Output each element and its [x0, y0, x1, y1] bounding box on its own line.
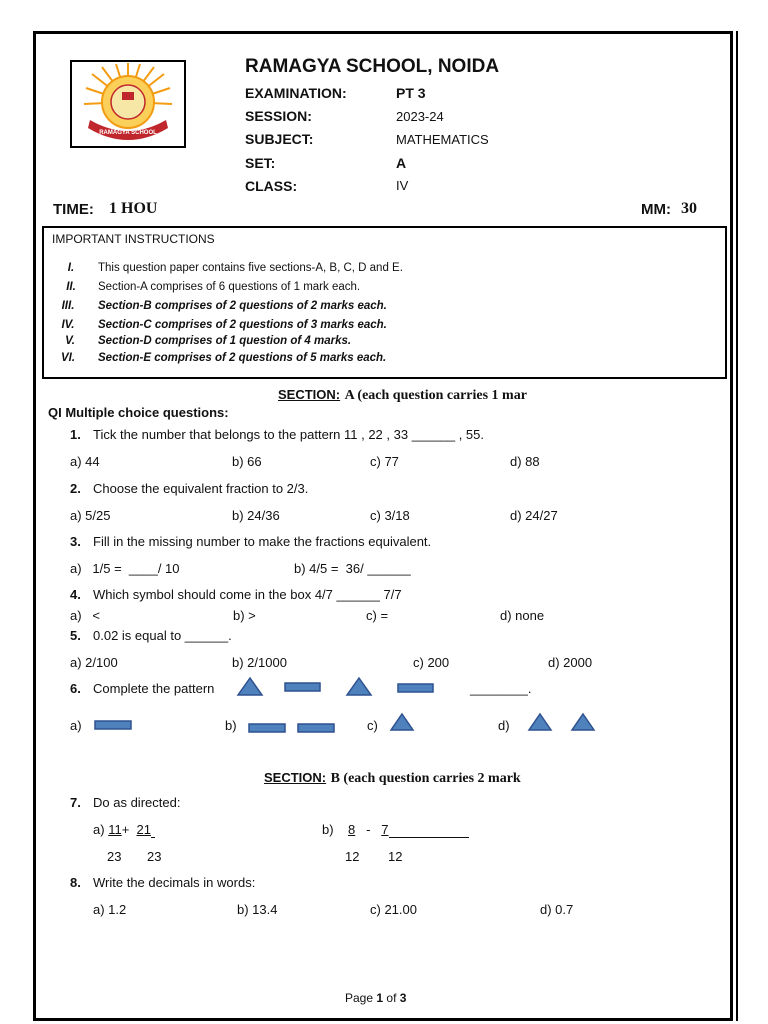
instruction-number: V.: [65, 335, 75, 347]
triangle-shape: [345, 677, 373, 697]
numerator: 7: [381, 822, 389, 837]
page-of: of: [386, 991, 397, 1005]
set-label: SET:: [245, 155, 276, 171]
question-text: Do as directed:: [93, 795, 181, 810]
question-number: 2.: [70, 481, 81, 496]
rectangle-shape: [248, 723, 288, 734]
option-b: b) 66: [232, 454, 262, 469]
section-a-label: SECTION:: [278, 387, 341, 402]
question-text: 0.02 is equal to ______.: [93, 628, 232, 643]
page-border-shadow: [736, 31, 738, 1021]
mm-label: MM:: [641, 201, 671, 218]
question-text: Fill in the missing number to make the fractions equivalent.: [93, 534, 432, 549]
question-number: 7.: [70, 795, 81, 810]
part-b-label: b): [322, 822, 334, 837]
triangle-shape: [236, 677, 264, 697]
option-a: a) 1/5 = ____/ 10: [70, 561, 180, 576]
question-number: 5.: [70, 628, 81, 643]
question-text: Which symbol should come in the box 4/7 ______ 7/7: [93, 587, 402, 602]
question-number: 8.: [70, 875, 81, 890]
numerator: 11: [108, 822, 122, 837]
option-c: c) 77: [370, 454, 399, 469]
session-label: SESSION:: [245, 108, 312, 124]
instruction-text: Section-C comprises of 2 questions of 3 marks each.: [98, 319, 387, 331]
instruction-text: Section-D comprises of 1 question of 4 marks.: [98, 335, 352, 347]
current-page: 1: [376, 991, 384, 1005]
triangle-shape: [389, 713, 415, 732]
question-text: Tick the number that belongs to the pattern 11 , 22 , 33 ______ , 55.: [93, 427, 484, 442]
total-pages: 3: [399, 991, 407, 1005]
option-c: c) 200: [413, 655, 450, 670]
time-value: 1 HOU: [109, 200, 158, 217]
section-b-heading: [264, 769, 521, 787]
rectangle-shape: [397, 683, 435, 694]
instruction-number: IV.: [61, 319, 75, 331]
logo-sun-icon: [72, 62, 184, 146]
session-value: 2023-24: [396, 109, 444, 124]
plus-sign: +: [121, 822, 130, 837]
option-a: a) <: [70, 608, 100, 623]
option-b: b) 13.4: [237, 902, 278, 917]
mm-value: 30: [681, 200, 697, 217]
part-a-label: a): [93, 822, 105, 837]
page-number: [345, 991, 406, 1005]
fraction-sum: [93, 822, 155, 838]
mcq-heading: QI Multiple choice questions:: [48, 405, 229, 420]
section-b-label: SECTION:: [264, 770, 327, 785]
option-d: d) 24/27: [510, 508, 558, 523]
option-c: c) 3/18: [370, 508, 410, 523]
option-d: d) none: [500, 608, 545, 623]
set-value: A: [396, 155, 407, 171]
instruction-number: I.: [67, 262, 75, 274]
option-c: c): [367, 718, 378, 733]
subject-label: SUBJECT:: [245, 131, 314, 147]
subject-value: MATHEMATICS: [396, 132, 489, 147]
option-c: c) =: [366, 608, 389, 623]
instruction-text: Section-A comprises of 6 questions of 1 mark each.: [98, 281, 361, 293]
school-logo: [70, 60, 186, 148]
school-name: RAMAGYA SCHOOL, NOIDA: [245, 56, 500, 77]
instruction-text: Section-B comprises of 2 questions of 2 marks each.: [98, 300, 387, 312]
option-b: b) 2/1000: [232, 655, 287, 670]
denominator: 12: [388, 849, 403, 864]
class-value: IV: [396, 178, 409, 193]
question-text: Choose the equivalent fraction to 2/3.: [93, 481, 309, 496]
option-a: a) 2/100: [70, 655, 118, 670]
denominator: 12: [345, 849, 360, 864]
option-a: a) 44: [70, 454, 100, 469]
option-b: b) >: [233, 608, 256, 623]
option-d: d) 2000: [548, 655, 593, 670]
rectangle-shape: [297, 723, 337, 734]
option-b: b): [225, 718, 237, 733]
examination-label: EXAMINATION:: [245, 85, 347, 101]
question-text: Complete the pattern: [93, 681, 215, 696]
option-b: b) 4/5 = 36/ ______: [294, 561, 411, 576]
instruction-number: VI.: [60, 352, 76, 364]
instruction-text: Section-E comprises of 2 questions of 5 marks each.: [98, 352, 387, 364]
option-d: d): [498, 718, 510, 733]
time-label: TIME:: [53, 201, 94, 218]
page-border: [33, 31, 733, 1021]
page-label: Page: [345, 991, 374, 1005]
question-number: 3.: [70, 534, 81, 549]
denominator: 23: [107, 849, 122, 864]
svg-text:RAMAGYA SCHOOL: RAMAGYA SCHOOL: [99, 130, 157, 136]
rectangle-shape: [284, 682, 322, 693]
numerator: 8: [348, 822, 356, 837]
option-a: a) 5/25: [70, 508, 111, 523]
triangle-shape: [570, 713, 596, 732]
rectangle-shape: [94, 720, 134, 731]
section-a-title: A (each question carries 1 mar: [344, 388, 527, 403]
question-number: 6.: [70, 681, 81, 696]
instruction-number: III.: [61, 300, 75, 312]
option-c: c) 21.00: [370, 902, 417, 917]
option-a: a): [70, 718, 82, 733]
pattern-blank: ________.: [470, 681, 532, 696]
section-a-heading: [278, 386, 527, 404]
fraction-difference: [322, 822, 469, 838]
option-a: a) 1.2: [93, 902, 127, 917]
class-label: CLASS:: [245, 178, 298, 194]
denominator: 23: [147, 849, 162, 864]
instruction-text: This question paper contains five sections-A, B, C, D and E.: [98, 262, 403, 274]
examination-value: PT 3: [396, 85, 426, 101]
triangle-shape: [527, 713, 553, 732]
minus-sign: -: [366, 822, 371, 837]
option-b: b) 24/36: [232, 508, 280, 523]
question-number: 1.: [70, 427, 81, 442]
option-d: d) 88: [510, 454, 540, 469]
numerator: 21: [136, 822, 151, 837]
question-text: Write the decimals in words:: [93, 875, 256, 890]
section-b-title: B (each question carries 2 mark: [330, 771, 521, 786]
option-d: d) 0.7: [540, 902, 574, 917]
instruction-number: II.: [66, 281, 76, 293]
question-number: 4.: [70, 587, 81, 602]
instructions-heading: IMPORTANT INSTRUCTIONS: [52, 232, 215, 246]
